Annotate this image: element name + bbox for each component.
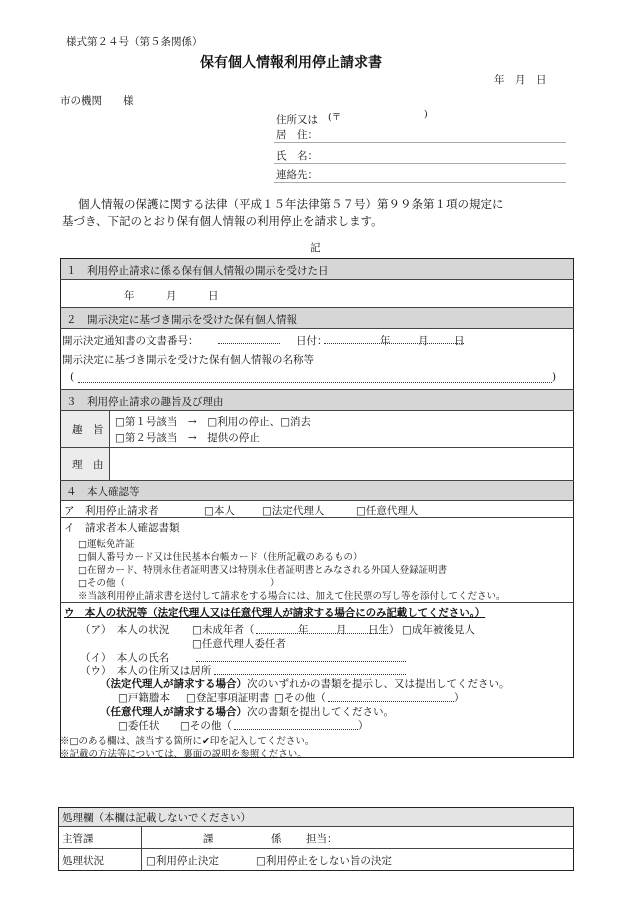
decision-no-stop-checkbox[interactable]: □利用停止をしない旨の決定 <box>256 855 392 867</box>
principal-name-field[interactable] <box>196 661 406 662</box>
name-line <box>274 163 566 164</box>
voluntary-principal-checkbox[interactable]: □任意代理人委任者 <box>192 638 286 650</box>
section-4-header: ４ 本人確認等 <box>66 486 140 498</box>
contact-label[interactable]: 連絡先： <box>276 169 318 181</box>
id-doc-other-close: ） <box>270 578 280 589</box>
addressee: 市の機関 様 <box>60 95 134 107</box>
reason-field[interactable] <box>112 450 570 478</box>
department-tanto: 担当： <box>306 833 338 845</box>
registry-certificate-checkbox[interactable]: □登記事項証明書 <box>186 692 270 704</box>
info-name-field[interactable] <box>78 382 552 383</box>
power-of-attorney-checkbox[interactable]: □委任状 <box>118 720 160 732</box>
intro-line-1: 個人情報の保護に関する法律（平成１５年法律第５７号）第９９条第１項の規定に <box>78 197 504 211</box>
date-line: 年 月 日 <box>494 74 547 86</box>
legal-agent-docs-line: （法定代理人が請求する場合）次のいずれかの書類を提示し、又は提出してください。 <box>100 678 510 690</box>
department-ka: 課 <box>203 833 214 845</box>
notice-date-year: 年 <box>380 335 391 347</box>
notice-date-month: 月 <box>418 335 429 347</box>
minor-day: 日生） <box>368 624 400 636</box>
voluntary-other-field[interactable] <box>234 729 358 730</box>
id-doc-other-checkbox[interactable]: □その他（ <box>78 578 125 589</box>
purpose-option-1[interactable]: □第１号該当 → □利用の停止、□消去 <box>115 416 312 428</box>
notice-doc-number-label: 開示決定通知書の文書番号： <box>62 335 199 347</box>
reason-label: 理 由 <box>72 459 104 471</box>
office-use-header: 処理欄（本欄は記載しないでください） <box>62 812 251 824</box>
minor-month: 月 <box>336 624 347 636</box>
name-label[interactable]: 氏 名： <box>276 150 318 162</box>
department-label: 主管課 <box>62 833 94 845</box>
notice-doc-number-field[interactable] <box>218 343 280 344</box>
info-name-paren-open: ( <box>70 371 75 383</box>
purpose-label: 趣 旨 <box>72 424 104 436</box>
note-1: ※□のある欄は、該当する箇所に✔印を記入してください。 <box>60 736 315 747</box>
voluntary-other-close: ） <box>358 720 369 732</box>
id-doc-license-checkbox[interactable]: □運転免許証 <box>78 539 135 550</box>
id-doc-note: ※当該利用停止請求書を送付して請求をする場合には、加えて住民票の写し等を添付してください。 <box>78 591 506 602</box>
requester-type-label: ア 利用停止請求者 <box>64 505 159 517</box>
department-kakari: 係 <box>271 833 282 845</box>
form-number: 様式第２４号（第５条関係） <box>66 36 203 48</box>
principal-status-a: （ア） 本人の状況 <box>80 624 170 636</box>
minor-year: 年 <box>298 624 309 636</box>
voluntary-other-checkbox[interactable]: □その他（ <box>180 720 232 732</box>
principal-address-field[interactable] <box>214 674 406 675</box>
postal-suffix: ) <box>424 109 428 120</box>
section-3-header: ３ 利用停止請求の趣旨及び理由 <box>66 396 224 408</box>
family-register-checkbox[interactable]: □戸籍謄本 <box>118 692 170 704</box>
notice-date-field[interactable] <box>324 343 464 344</box>
disclosure-date[interactable]: 年 月 日 <box>124 290 219 302</box>
id-doc-residence-card-checkbox[interactable]: □在留カード、特別永住者証明書又は特別永住者証明書とみなされる外国人登録証明書 <box>78 565 448 576</box>
id-docs-label: イ 請求者本人確認書類 <box>64 522 180 534</box>
adult-ward-checkbox[interactable]: □成年被後見人 <box>402 624 475 636</box>
requester-legal-agent-checkbox[interactable]: □法定代理人 <box>262 505 325 517</box>
postal-prefix: (〒 <box>328 112 342 123</box>
address-label: 住所又は <box>276 114 318 126</box>
residence-label[interactable]: 居 住： <box>276 129 318 141</box>
info-name-paren-close: ) <box>552 371 557 383</box>
legal-other-checkbox[interactable]: □その他（ <box>274 692 326 704</box>
principal-status-label: ウ 本人の状況等（法定代理人又は任意代理人が請求する場合にのみ記載してください。） <box>64 607 486 619</box>
decision-stop-checkbox[interactable]: □利用停止決定 <box>146 855 219 867</box>
notice-date-label: 日付： <box>296 335 328 347</box>
info-name-label: 開示決定に基づき開示を受けた保有個人情報の名称等 <box>62 354 314 366</box>
contact-line <box>274 182 566 183</box>
principal-name-label: （イ） 本人の氏名 <box>80 652 170 664</box>
ki-mark: 記 <box>310 242 321 254</box>
legal-other-field[interactable] <box>328 701 454 702</box>
requester-self-checkbox[interactable]: □本人 <box>204 505 235 517</box>
processing-status-label: 処理状況 <box>62 855 104 867</box>
residence-line <box>274 142 566 143</box>
id-doc-mynumber-checkbox[interactable]: □個人番号カード又は住民基本台帳カード（住所記載のあるもの） <box>78 552 363 563</box>
section-2-header: ２ 開示決定に基づき開示を受けた保有個人情報 <box>66 314 297 326</box>
requester-voluntary-agent-checkbox[interactable]: □任意代理人 <box>356 505 419 517</box>
notice-date-day: 日 <box>454 335 465 347</box>
note-2: ※記載の方法等については、裏面の説明を参照ください。 <box>60 749 307 760</box>
section-1-header: １ 利用停止請求に係る保有個人情報の開示を受けた日 <box>66 265 329 277</box>
principal-address-label: （ウ） 本人の住所又は居所 <box>80 665 212 677</box>
legal-other-close: ） <box>454 692 465 704</box>
intro-line-2: 基づき、下記のとおり保有個人情報の利用停止を請求します。 <box>62 214 383 228</box>
page-title: 保有個人情報利用停止請求書 <box>200 55 382 71</box>
minor-checkbox[interactable]: □未成年者（ <box>192 624 255 636</box>
purpose-option-2[interactable]: □第２号該当 → 提供の停止 <box>115 432 260 444</box>
voluntary-agent-docs-line: （任意代理人が請求する場合）次の書類を提出してください。 <box>100 706 394 718</box>
